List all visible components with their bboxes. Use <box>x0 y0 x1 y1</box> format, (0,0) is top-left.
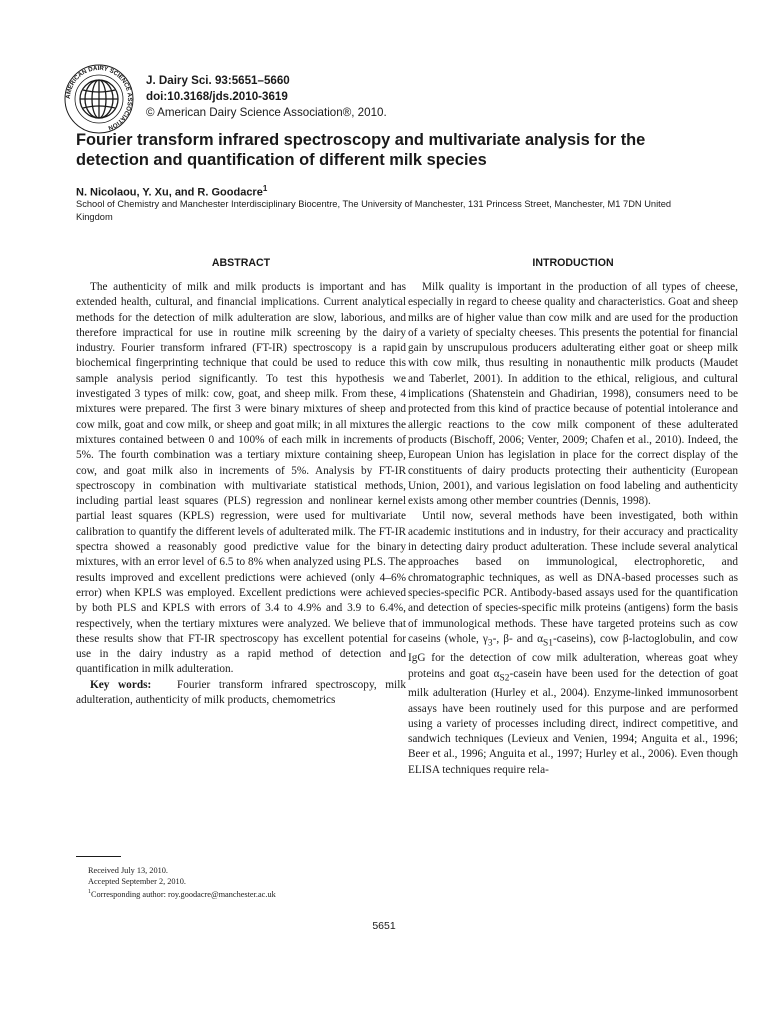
introduction-heading: INTRODUCTION <box>532 257 614 269</box>
keywords-paragraph <box>76 678 406 709</box>
globe-icon <box>80 80 118 118</box>
keywords-text: Fourier transform infrared spectroscopy, milk adulteration, authenticity of milk products, chemometrics <box>76 678 406 707</box>
footnote-rule <box>76 856 121 857</box>
received-date: Received July 13, 2010. <box>88 866 168 875</box>
journal-copyright: © American Dairy Science Association®, 2010. <box>146 106 387 119</box>
abstract-heading: ABSTRACT <box>211 257 271 269</box>
accepted-date: Accepted September 2, 2010. <box>88 876 186 886</box>
introduction-column <box>408 280 738 778</box>
seal-ring-text: AMERICAN DAIRY SCIENCE ASSOCIATION <box>64 64 134 132</box>
intro-paragraph-2: Until now, several methods have been investigated, both within academic institutions and in industry, for their accuracy and practicality in detecting dairy product adulteration. These include several analytical approaches based on immunological, electrophoretic, and chromatographic techniques, as well as DNA-based processes such as species-specific PCR. Antibody-based assays used for the quantification and detection of species-specific milk proteins (antigens) form the basis of immunological methods. These have targeted proteins such as cow caseins (whole, $\gamma_3-$, β- and $\alpha_{S1}-caseins$), cow β-lactoglobulin, and cow IgG for the detection of cow milk adulteration, whereas goat whey proteins and goat $\alpha_{S2}$-casein have been used for the detection of goat milk adulteration (Hurley et al., 2004). Enzyme-linked immunosorbent assays have been routinely used for this purpose and are performed using a variety of processes including direct, indirect competitive, and sandwich techniques (Levieux and Venien, 1994; Anguita et al., 1996; Beer et al., 1996; Anguita et al., 1997; Hurley et al., 2006). Even though ELISA techniques require rela- <box>408 510 738 776</box>
paper-title: Fourier transform infrared spectroscopy and multivariate analysis for the detection and quantification of different milk species <box>76 131 646 169</box>
abstract-column <box>76 280 406 708</box>
corresponding-author: $^1$Corresponding author: roy.goodacre@manchester.ac.uk <box>88 889 276 899</box>
journal-header <box>146 73 387 121</box>
keywords-label: Key words: <box>90 678 152 691</box>
abstract-text: The authenticity of milk and milk products is important and has extended health, cultural, and financial implications. Current analytical methods for the detection of milk adulteration are slow, laborious, and therefore impractical for use in routine milk screening by the dairy industry. Fourier transform infrared (FT-IR) spectroscopy is a rapid biochemical fingerprinting technique that could be used to reduce this sample analysis period significantly. To test this hypothesis we investigated 3 types of milk: cow, goat, and sheep milk. From these, 4 mixtures were prepared. The first 3 were binary mixtures of sheep and cow milk, goat and cow milk, or sheep and goat milk; in all mixtures the mixtures contained between 0 and 100% of each milk in increments of 5%. The fourth combination was a tertiary mixture containing sheep, cow, and goat milk also in increments of 5%. Analysis by FT-IR spectroscopy in combination with multivariate statistical methods, including partial least squares (PLS) regression and nonlinear kernel partial least squares (KPLS) regression, were used for multivariate calibration to quantify the different levels of adulterated milk. The FT-IR spectra showed a reasonably good predictive value for the binary mixtures, with an error level of 6.5 to 8% when analyzed using PLS. The results improved and excellent predictions were achieved (only 4–6% error) when KPLS was employed. Excellent predictions were achieved by both PLS and KPLS with errors of 3.4 to 4.9% and 3.9 to 6.4%, respectively, when the tertiary mixtures were analyzed. We believe that these results show that FT-IR spectroscopy has excellent potential for use in the dairy industry as a rapid method of detection and quantification in milk adulteration. <box>76 281 406 676</box>
author-footnote-mark: 1 <box>262 184 268 193</box>
author-list <box>76 182 267 200</box>
ads-association-seal-logo <box>64 64 134 134</box>
footnotes <box>88 866 408 901</box>
author-names: N. Nicolaou, Y. Xu, and R. Goodacre <box>76 186 263 199</box>
page-number: 5651 <box>372 920 396 932</box>
journal-citation: J. Dairy Sci. 93:5651–5660 <box>146 74 290 87</box>
author-affiliation: School of Chemistry and Manchester Interdisciplinary Biocentre, The University of Manchester, 131 Princess Street, Manchester, M1 7DN United Kingdom <box>76 199 672 222</box>
journal-doi: doi:10.3168/jds.2010-3619 <box>146 90 288 103</box>
intro-paragraph-1: Milk quality is important in the production of all types of cheese, especially in regard to cheese quality and characteristics. Goat and sheep milks are of higher value than cow milk and are used for the production of a variety of specialty cheeses. This presents the potential for financial gain by unscrupulous producers adulterating either goat or sheep milk with cow milk, thus resulting in nonauthentic milk products (Maudet and Taberlet, 2001). In addition to the ethical, religious, and cultural implications (Shatenstein and Ghadirian, 1998), consumers need to be protected from this kind of practice because of potential intolerance and allergic reactions to the cow milk component of these adulterated products (Bischoff, 2006; Venter, 2009; Chafen et al., 2010). Indeed, the European Union has legislation in place for the correct display of the constituents of dairy products protecting their authenticity (European Union, 2001), and various legislation on food labeling and authenticity exists among other member countries (Dennis, 1998). <box>408 281 738 508</box>
